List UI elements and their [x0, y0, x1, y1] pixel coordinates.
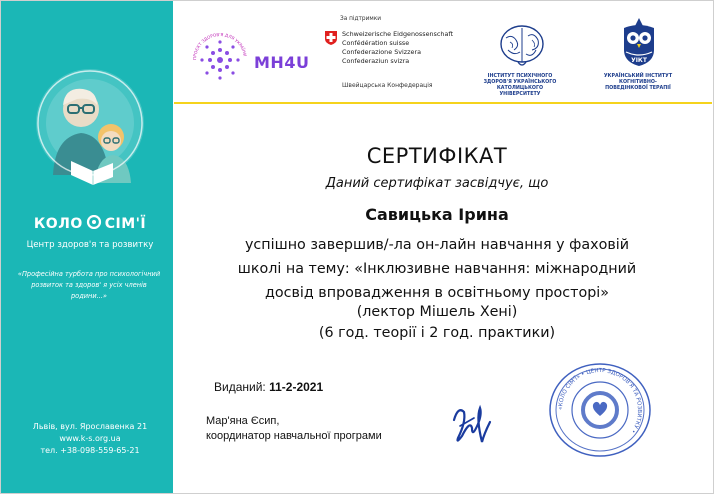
swiss-line: Confederaziun svizra	[342, 57, 410, 65]
swiss-ukrainian-name: Швейцарська Конфедерація	[342, 82, 433, 89]
mh4u-logo-icon	[190, 30, 250, 90]
brain-logo-icon	[496, 20, 548, 72]
ipz-line: КАТОЛИЦЬКОГО	[496, 86, 544, 91]
recipient-name: Савицька Ірина	[365, 205, 509, 224]
phone: тел. +38-098-559-65-21	[40, 446, 140, 455]
mh4u-logo-text: MH4U	[254, 53, 310, 72]
course-description	[180, 233, 694, 305]
website-link[interactable]: www.k-s.org.ua	[59, 434, 121, 443]
institute-mental-health-name	[478, 74, 562, 98]
support-label: За підтримки	[340, 16, 381, 22]
certificate-title: СЕРТИФІКАТ	[366, 144, 508, 168]
brand-name	[15, 215, 165, 232]
address: Львів, вул. Ярославенка 21	[32, 422, 148, 431]
brand-right: СІМ'Ї	[104, 216, 147, 232]
swiss-flag-icon	[324, 30, 338, 46]
signer-role: координатор навчальної програми	[206, 430, 382, 442]
ukt-line: УКРАЇНСЬКИЙ ІНСТИТУТ	[603, 74, 673, 79]
ukt-line: КОГНІТИВНО-	[619, 80, 657, 85]
ipz-line: ЗДОРОВ'Я УКРАЇНСЬКОГО	[483, 80, 557, 85]
mh4u-ring-text: ПРОЄКТ ЗДОРОВ'Я ДЛЯ УКРАЇНИ	[191, 31, 248, 61]
ukt-letters: УІКТ	[631, 57, 647, 64]
institute-cbt-name	[596, 74, 680, 92]
organization-stamp	[546, 360, 654, 460]
sidebar-quote: «Професійна турбота про психологічний розвиток та здоров' я усіх членів родини...»	[17, 270, 161, 300]
owl-logo-icon	[614, 16, 664, 72]
ipz-line: ІНСТИТУТ ПСИХІЧНОГО	[487, 74, 553, 79]
swiss-confederation-names	[342, 30, 453, 66]
issued-date: 11-2-2021	[269, 380, 324, 394]
issued-label: Виданий:	[214, 380, 266, 394]
handwritten-signature	[444, 398, 496, 450]
ipz-line: УНІВЕРСИТЕТУ	[499, 92, 541, 97]
lecturer-line: (лектор Мішель Хені)	[356, 304, 518, 320]
signer-block	[206, 414, 382, 444]
description-line: школі на тему: «Інклюзивне навчання: міжнародний	[237, 261, 637, 277]
family-portrait-illustration	[35, 65, 145, 197]
ukt-line: ПОВЕДІНКОВОЇ ТЕРАПІЇ	[605, 86, 671, 91]
sidebar	[1, 1, 173, 493]
stamp-ring-text: «КОЛО СІМ'Ї» • ЦЕНТР ЗДОРОВ'Я ТА РОЗВИТКУ •	[557, 367, 643, 434]
signer-name: Мар'яна Єсип,	[206, 415, 280, 427]
header-divider	[174, 102, 712, 104]
description-line: успішно завершив/-ла он-лайн навчання у фаховій	[244, 237, 630, 253]
hours-line: (6 год. теорії і 2 год. практики)	[318, 325, 556, 341]
contacts	[15, 421, 165, 457]
issued-line	[214, 380, 323, 394]
description-line: досвід впровадження в освітньому просторі»	[264, 285, 610, 301]
svg-text:«КОЛО СІМ'Ї» • ЦЕНТР ЗДОРОВ'Я	[558, 368, 642, 434]
brand-left: КОЛО	[33, 216, 83, 232]
svg-text:ПРОЄКТ ЗДОРОВ'Я ДЛЯ УКРАЇНИ	[192, 32, 248, 60]
tagline: Центр здоров'я та розвитку	[26, 240, 154, 250]
swiss-line: Confederazione Svizzera	[342, 48, 421, 56]
swiss-line: Confédération suisse	[342, 39, 410, 47]
swiss-line: Schweizerische Eidgenossenschaft	[342, 30, 454, 38]
certifies-line: Даний сертифікат засвідчує, що	[325, 176, 549, 191]
brand-ring-icon	[84, 215, 104, 229]
